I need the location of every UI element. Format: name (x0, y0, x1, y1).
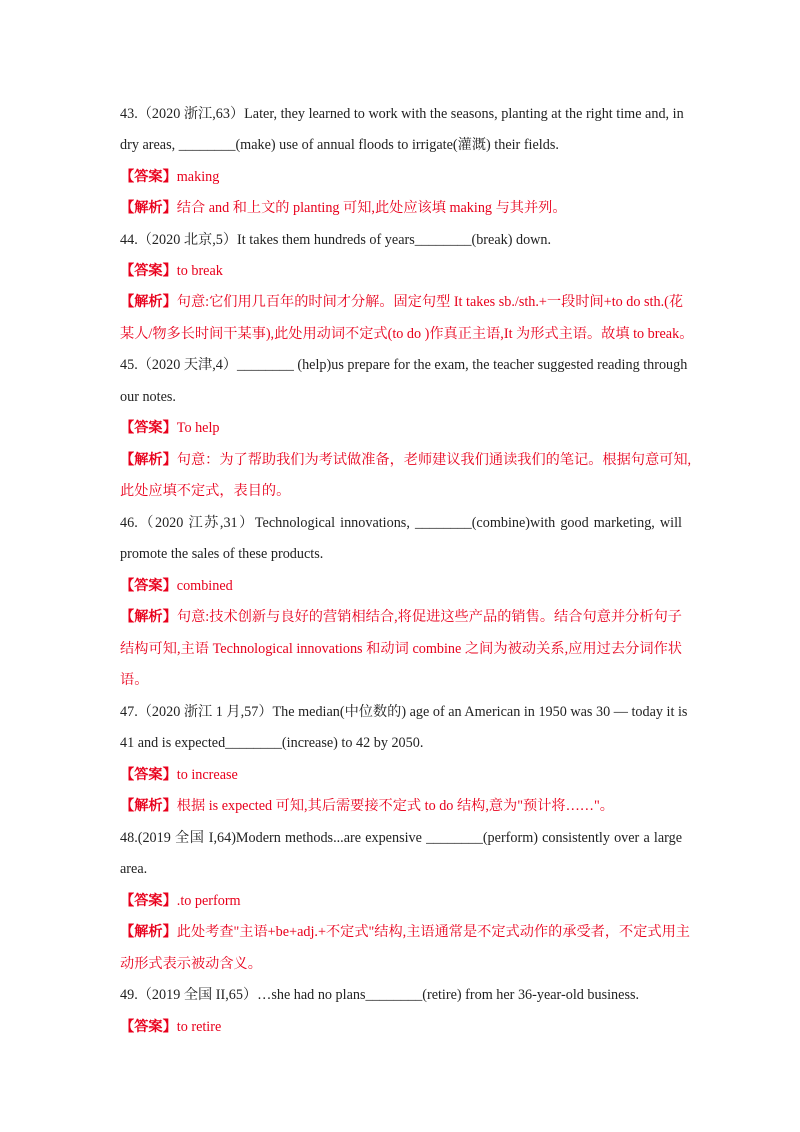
analysis-text: 句意:它们用几百年的时间才分解。固定句型 It takes sb./sth.+一段时间+to do sth.(花 (176, 294, 684, 310)
analysis-46-line-2: 结构可知,主语 Technological innovations 和动词 combine 之间为被动关系,应用过去分词作状 (120, 641, 682, 657)
question-49-line-1: 49.（2019 全国 II,65）…she had no plans________(retire) from her 36-year-old business. (120, 987, 640, 1003)
analysis-text: 句意:技术创新与良好的营销相结合,将促进这些产品的销售。结合句意并分析句子 (176, 609, 682, 625)
analysis-text: 结合 and 和上文的 planting 可知,此处应该填 making 与其并列。 (176, 200, 567, 216)
answer-label: 【答案】 (120, 263, 177, 279)
answer-label: 【答案】 (120, 767, 177, 783)
analysis-46-line-3: 语。 (120, 672, 149, 688)
analysis-45-line-2: 此处应填不定式，表目的。 (120, 483, 291, 499)
analysis-48-line-1 (120, 922, 690, 942)
answer-49 (120, 1017, 682, 1037)
answer-label: 【答案】 (120, 1019, 177, 1035)
analysis-label: 【解析】 (120, 452, 177, 468)
analysis-text: 句意：为了帮助我们为考试做准备，老师建议我们通读我们的笔记。根据句意可知, (176, 452, 692, 468)
analysis-label: 【解析】 (120, 798, 177, 814)
question-48-line-1: 48.(2019 全国 I,64)Modern methods...are expensive ________(perform) consistently over a large (120, 830, 682, 846)
analysis-43 (120, 198, 682, 218)
answer-44 (120, 261, 682, 281)
analysis-label: 【解析】 (120, 294, 177, 310)
analysis-label: 【解析】 (120, 924, 177, 940)
question-45-line-2: our notes. (120, 389, 176, 405)
question-43-line-2: dry areas, ________(make) use of annual floods to irrigate(灌溉) their fields. (120, 137, 559, 153)
answer-label: 【答案】 (120, 578, 177, 594)
analysis-46-line-1 (120, 607, 682, 627)
answer-48 (120, 891, 682, 911)
analysis-text: 根据 is expected 可知,其后需要接不定式 to do 结构,意为"预计将……"。 (176, 798, 614, 814)
question-45-line-1: 45.（2020 天津,4）________ (help)us prepare for the exam, the teacher suggested reading through (120, 357, 688, 373)
answer-text: To help (176, 420, 220, 436)
analysis-47 (120, 796, 682, 816)
analysis-label: 【解析】 (120, 609, 177, 625)
answer-text: .to perform (176, 893, 241, 909)
question-46-line-1: 46.（2020 江苏,31）Technological innovations, ________(combine)with good marketing, will (120, 515, 682, 531)
answer-text: to break (176, 263, 223, 279)
answer-46 (120, 576, 682, 596)
analysis-44-line-2: 某人/物多长时间干某事),此处用动词不定式(to do )作真正主语,It 为形式主语。故填 to break。 (120, 326, 694, 342)
answer-label: 【答案】 (120, 420, 177, 436)
analysis-label: 【解析】 (120, 200, 177, 216)
answer-text: to increase (176, 767, 238, 783)
analysis-44-line-1 (120, 292, 682, 312)
question-47-line-2: 41 and is expected________(increase) to 42 by 2050. (120, 735, 424, 751)
answer-text: making (176, 169, 220, 185)
question-47-line-1: 47.（2020 浙江 1 月,57）The median(中位数的) age of an American in 1950 was 30 — today it is (120, 704, 688, 720)
question-48-line-2: area. (120, 861, 148, 877)
answer-47 (120, 765, 682, 785)
question-44-line-1: 44.（2020 北京,5）It takes them hundreds of years________(break) down. (120, 232, 552, 248)
answer-label: 【答案】 (120, 893, 177, 909)
answer-text: to retire (176, 1019, 222, 1035)
answer-45 (120, 418, 682, 438)
answer-text: combined (176, 578, 233, 594)
question-46-line-2: promote the sales of these products. (120, 546, 324, 562)
answer-43 (120, 167, 682, 187)
answer-label: 【答案】 (120, 169, 177, 185)
analysis-text: 此处考查"主语+be+adj.+不定式"结构,主语通常是不定式动作的承受者，不定式用主 (176, 924, 690, 940)
analysis-45-line-1 (120, 450, 692, 470)
analysis-48-line-2: 动形式表示被动含义。 (120, 956, 262, 972)
question-43-line-1: 43.（2020 浙江,63）Later, they learned to work with the seasons, planting at the right time and, in (120, 106, 684, 122)
